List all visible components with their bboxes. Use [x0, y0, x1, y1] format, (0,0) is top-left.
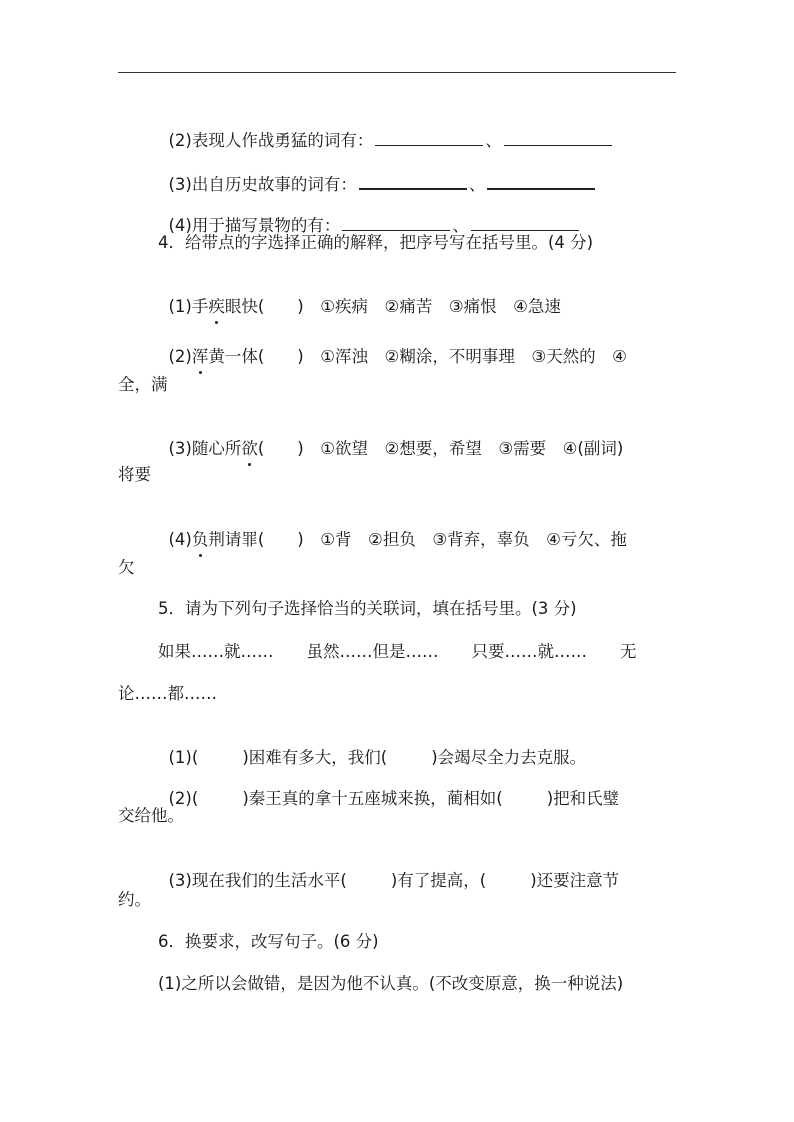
- q4-item-4: (4)负荆请罪( ) ①背 ②担负 ③背弃，辜负 ④亏欠、拖: [168, 530, 627, 549]
- answer-blank[interactable]: [471, 215, 579, 231]
- q5-sentence-3-cont: 约。: [118, 890, 151, 909]
- answer-blank[interactable]: [375, 130, 483, 146]
- answer-blank[interactable]: [504, 130, 612, 146]
- q5-options: 如果……就…… 虽然……但是…… 只要……就…… 无: [158, 642, 637, 661]
- q3-item-3: (3)出自历史故事的词有： 、: [158, 151, 597, 196]
- q4-item-2: (2)浑黄一体( ) ①浑浊 ②糊涂，不明事理 ③天然的 ④: [168, 347, 627, 366]
- q4-item-1: (1)手疾眼快( ) ①疾病 ②痛苦 ③痛恨 ④急速: [168, 297, 561, 316]
- q5-sentence-2-cont: 交给他。: [118, 806, 184, 825]
- q3-item-4: (4)用于描写景物的有： 、: [158, 193, 581, 237]
- dotted-char: 负: [191, 530, 209, 549]
- answer-blank[interactable]: [342, 215, 450, 231]
- q3-item-2: (2)表现人作战勇猛的词有： 、: [158, 108, 614, 152]
- q4-item-2-cont: 全，满: [118, 375, 168, 394]
- q6-title: 6．换要求，改写句子。(6 分): [158, 932, 379, 951]
- q6-item-1: (1)之所以会做错，是因为他不认真。(不改变原意，换一种说法): [158, 974, 624, 993]
- answer-blank[interactable]: [359, 173, 467, 190]
- answer-blank[interactable]: [487, 173, 595, 190]
- q4-item-3-cont: 将要: [118, 465, 151, 484]
- q5-sentence-2: (2)( )秦王真的拿十五座城来换，蔺相如( )把和氏璧: [168, 789, 620, 808]
- q4-title: 4．给带点的字选择正确的解释，把序号写在括号里。(4 分): [158, 233, 594, 252]
- q5-sentence-1: (1)( )困难有多大，我们( )会竭尽全力去克服。: [168, 748, 587, 767]
- q5-sentence-3: (3)现在我们的生活水平( )有了提高，( )还要注意节: [168, 871, 620, 890]
- q4-item-4-cont: 欠: [118, 558, 135, 577]
- top-rule: [118, 72, 676, 73]
- dotted-char: 欲: [241, 439, 258, 458]
- q5-options-cont: 论……都……: [118, 684, 217, 703]
- dotted-char: 浑: [191, 347, 209, 366]
- q4-item-3: (3)随心所欲( ) ①欲望 ②想要，希望 ③需要 ④(副词): [168, 439, 624, 458]
- q5-title: 5．请为下列句子选择恰当的关联词，填在括号里。(3 分): [158, 599, 577, 618]
- dotted-char: 疾: [208, 297, 225, 316]
